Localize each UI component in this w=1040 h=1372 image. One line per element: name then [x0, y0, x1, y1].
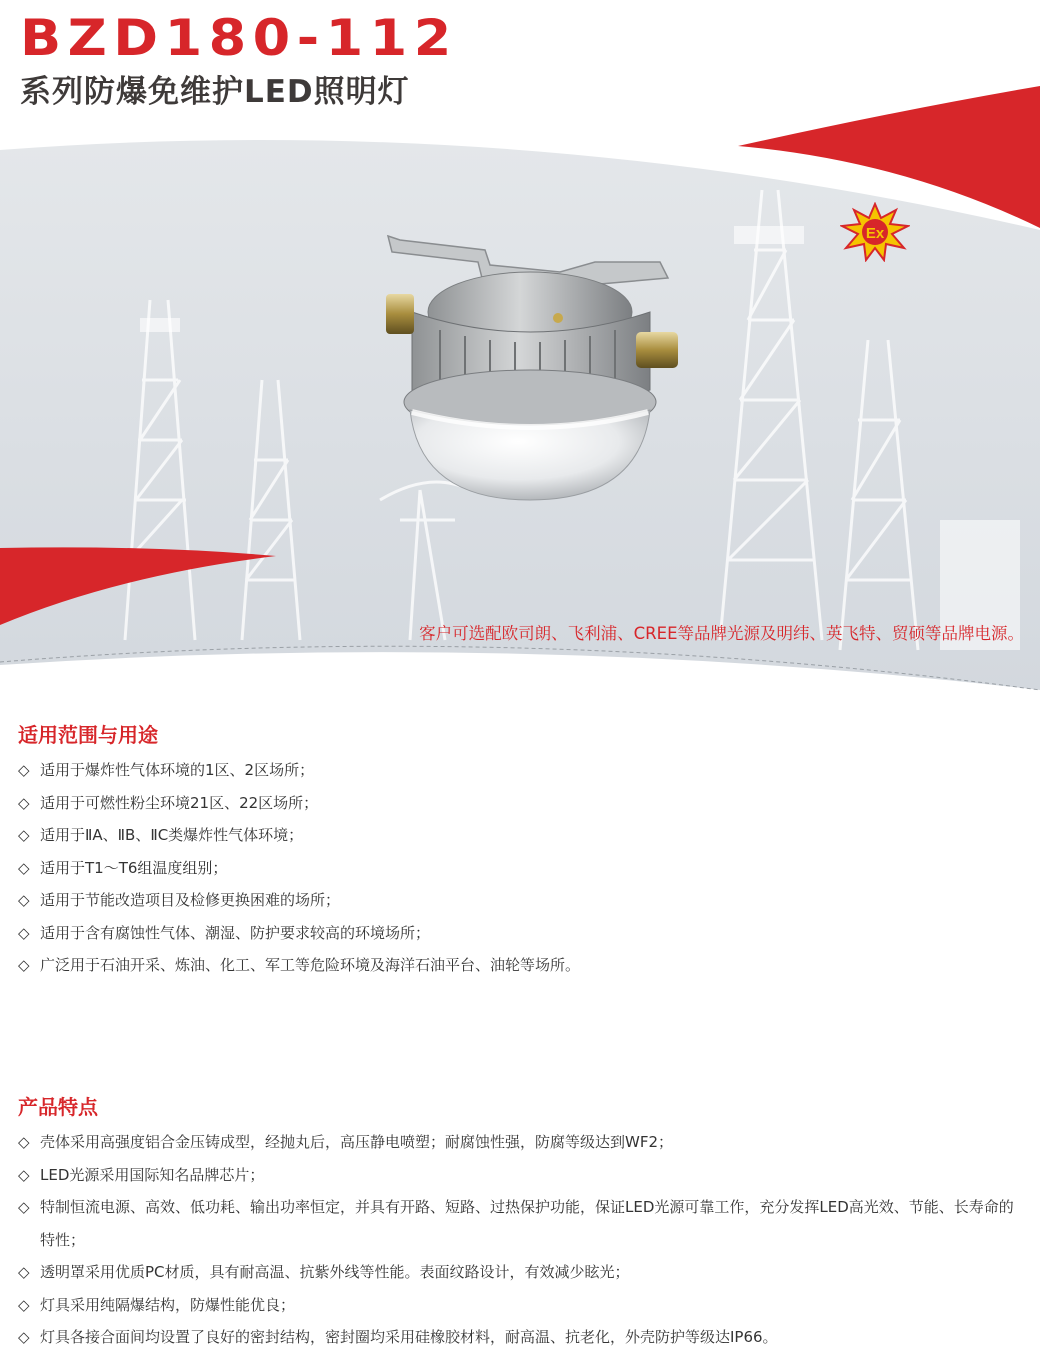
brand-options-note: 客户可选配欧司朗、飞利浦、CREE等品牌光源及明纬、英飞特、贸硕等品牌电源。 [419, 624, 1024, 643]
product-subtitle: 系列防爆免维护LED照明灯 [20, 74, 410, 110]
diamond-bullet-icon: ◇ [18, 1198, 30, 1216]
features-list [18, 1126, 1020, 1354]
diamond-bullet-icon: ◇ [18, 793, 30, 812]
list-item: ◇ 适用于可燃性粉尘环境21区、22区场所； [18, 787, 580, 820]
list-item: ◇ 广泛用于石油开采、炼油、化工、军工等危险环境及海洋石油平台、油轮等场所。 [18, 949, 580, 982]
diamond-bullet-icon: ◇ [18, 1133, 30, 1151]
list-item: ◇ 适用于含有腐蚀性气体、潮湿、防护要求较高的环境场所； [18, 917, 580, 950]
diamond-bullet-icon: ◇ [18, 826, 30, 844]
list-item: ◇ 灯具采用纯隔爆结构，防爆性能优良； [18, 1289, 1020, 1322]
diamond-bullet-icon: ◇ [18, 1263, 30, 1281]
explosion-proof-ex-icon [840, 202, 910, 262]
list-item: ◇ 适用于ⅡA、ⅡB、ⅡC类爆炸性气体环境； [18, 819, 580, 852]
list-item: ◇ 壳体采用高强度铝合金压铸成型，经抛丸后，高压静电喷塑；耐腐蚀性强，防腐等级达到WF2； [18, 1126, 1020, 1159]
list-item: ◇ 适用于T1～T6组温度组别； [18, 852, 580, 885]
list-item: ◇ 特制恒流电源、高效、低功耗、输出功率恒定，并具有开路、短路、过热保护功能，保证LED光源可靠工作，充分发挥LED高光效、节能、长寿命的特性； [18, 1191, 1020, 1256]
diamond-bullet-icon: ◇ [18, 1295, 30, 1314]
diamond-bullet-icon: ◇ [18, 891, 30, 909]
ex-badge-label: Ex [865, 225, 885, 242]
diamond-bullet-icon: ◇ [18, 923, 30, 942]
list-item: ◇ 适用于节能改造项目及检修更换困难的场所； [18, 884, 580, 917]
diamond-bullet-icon: ◇ [18, 858, 30, 877]
features-section-title: 产品特点 [18, 1095, 98, 1119]
list-item: ◇ 适用于爆炸性气体环境的1区、2区场所； [18, 754, 580, 787]
list-item: ◇ 灯具各接合面间均设置了良好的密封结构，密封圈均采用硅橡胶材料，耐高温、抗老化，外壳防护等级达IP66。 [18, 1321, 1020, 1354]
diamond-bullet-icon: ◇ [18, 761, 30, 779]
diamond-bullet-icon: ◇ [18, 956, 30, 974]
list-item: ◇ LED光源采用国际知名品牌芯片； [18, 1159, 1020, 1192]
diamond-bullet-icon: ◇ [18, 1165, 30, 1184]
applications-list [18, 754, 580, 982]
product-model-title: BZD180-112 [20, 9, 458, 67]
list-item: ◇ 透明罩采用优质PC材质，具有耐高温、抗紫外线等性能。表面纹路设计，有效减少眩光； [18, 1256, 1020, 1289]
diamond-bullet-icon: ◇ [18, 1328, 30, 1346]
applications-section-title: 适用范围与用途 [18, 723, 158, 747]
